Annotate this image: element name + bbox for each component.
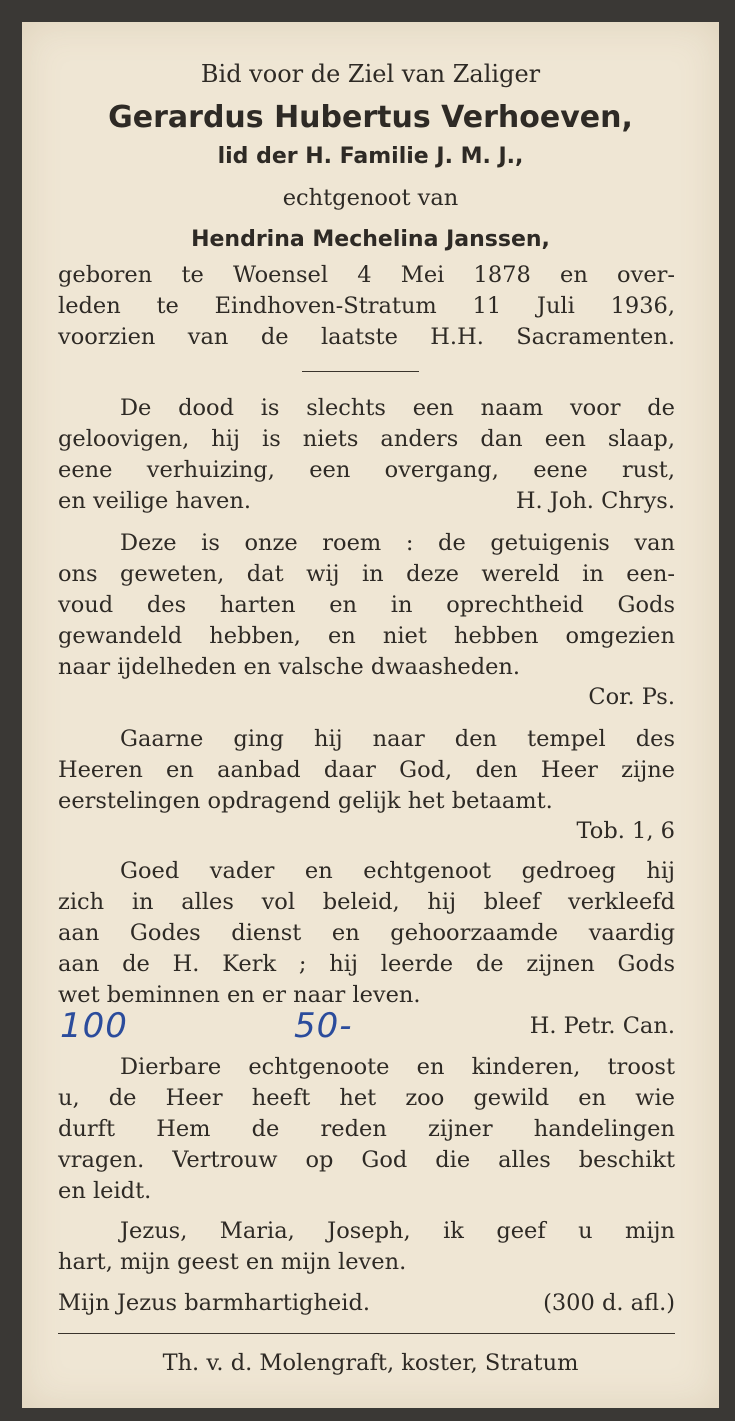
passage-line: vragen. Vertrouw op God die alles beschikt	[58, 1147, 675, 1173]
passage-line: eerstelingen opdragend gelijk het betaamt.	[58, 788, 553, 814]
indulgence-days: (300 d. afl.)	[543, 1290, 675, 1316]
handwritten-note: 50-	[294, 1006, 353, 1046]
passage-line: ons geweten, dat wij in deze wereld in een-	[58, 561, 675, 587]
passage-line: De dood is slechts een naam voor de	[120, 395, 675, 421]
passage-line: naar ijdelheden en valsche dwaasheden.	[58, 654, 521, 680]
spouse-name: Hendrina Mechelina Janssen,	[191, 227, 550, 252]
passage-line: aan Godes dienst en gehoorzaamde vaardig	[58, 920, 675, 946]
passage-line: u, de Heer heeft het zoo gewild en wie	[58, 1085, 675, 1111]
membership-line: lid der H. Familie J. M. J.,	[217, 144, 524, 169]
passage-line: Jezus, Maria, Joseph, ik geef u mijn	[120, 1218, 675, 1244]
passage-source: H. Petr. Can.	[529, 1013, 675, 1039]
memorial-card	[22, 22, 719, 1408]
passage-line: en leidt.	[58, 1178, 152, 1204]
printer-credit: Th. v. d. Molengraft, koster, Stratum	[162, 1350, 579, 1376]
prayer-heading: Bid voor de Ziel van Zaliger	[200, 60, 541, 88]
footer-divider	[58, 1333, 675, 1334]
passage-source: Cor. Ps.	[588, 684, 675, 710]
passage-line: zich in alles vol beleid, hij bleef verkleefd	[58, 889, 675, 915]
passage-line: Heeren en aanbad daar God, den Heer zijne	[58, 757, 675, 783]
passage-line: Gaarne ging hij naar den tempel des	[120, 726, 675, 752]
passage-line: Dierbare echtgenoote en kinderen, troost	[120, 1054, 675, 1080]
passage-line: hart, mijn geest en mijn leven.	[58, 1249, 407, 1275]
passage-line: eene verhuizing, een overgang, eene rust,	[58, 457, 675, 483]
passage-line: gewandeld hebben, en niet hebben omgezien	[58, 623, 675, 649]
deceased-name: Gerardus Hubertus Verhoeven,	[108, 100, 633, 135]
passage-line: durft Hem de reden zijner handelingen	[58, 1116, 675, 1142]
passage-line: wet beminnen en er naar leven.	[58, 982, 421, 1008]
passage-line: en veilige haven.	[58, 488, 252, 514]
bio-line: geboren te Woensel 4 Mei 1878 en over-	[58, 262, 675, 288]
spouse-intro: echtgenoot van	[282, 185, 459, 211]
passage-line: Goed vader en echtgenoot gedroeg hij	[120, 858, 675, 884]
passage-line: aan de H. Kerk ; hij leerde de zijnen Gods	[58, 951, 675, 977]
bio-line: leden te Eindhoven-Stratum 11 Juli 1936,	[58, 293, 675, 319]
passage-line: Deze is onze roem : de getuigenis van	[120, 530, 675, 556]
passage-source: H. Joh. Chrys.	[515, 488, 675, 514]
bio-line: voorzien van de laatste H.H. Sacramenten.	[58, 324, 675, 350]
passage-line: geloovigen, hij is niets anders dan een slaap,	[58, 426, 675, 452]
passage-line: voud des harten en in oprechtheid Gods	[58, 592, 675, 618]
divider	[302, 371, 419, 372]
handwritten-note: 100	[60, 1006, 128, 1046]
indulgence-text: Mijn Jezus barmhartigheid.	[58, 1290, 371, 1316]
passage-source: Tob. 1, 6	[576, 818, 675, 844]
